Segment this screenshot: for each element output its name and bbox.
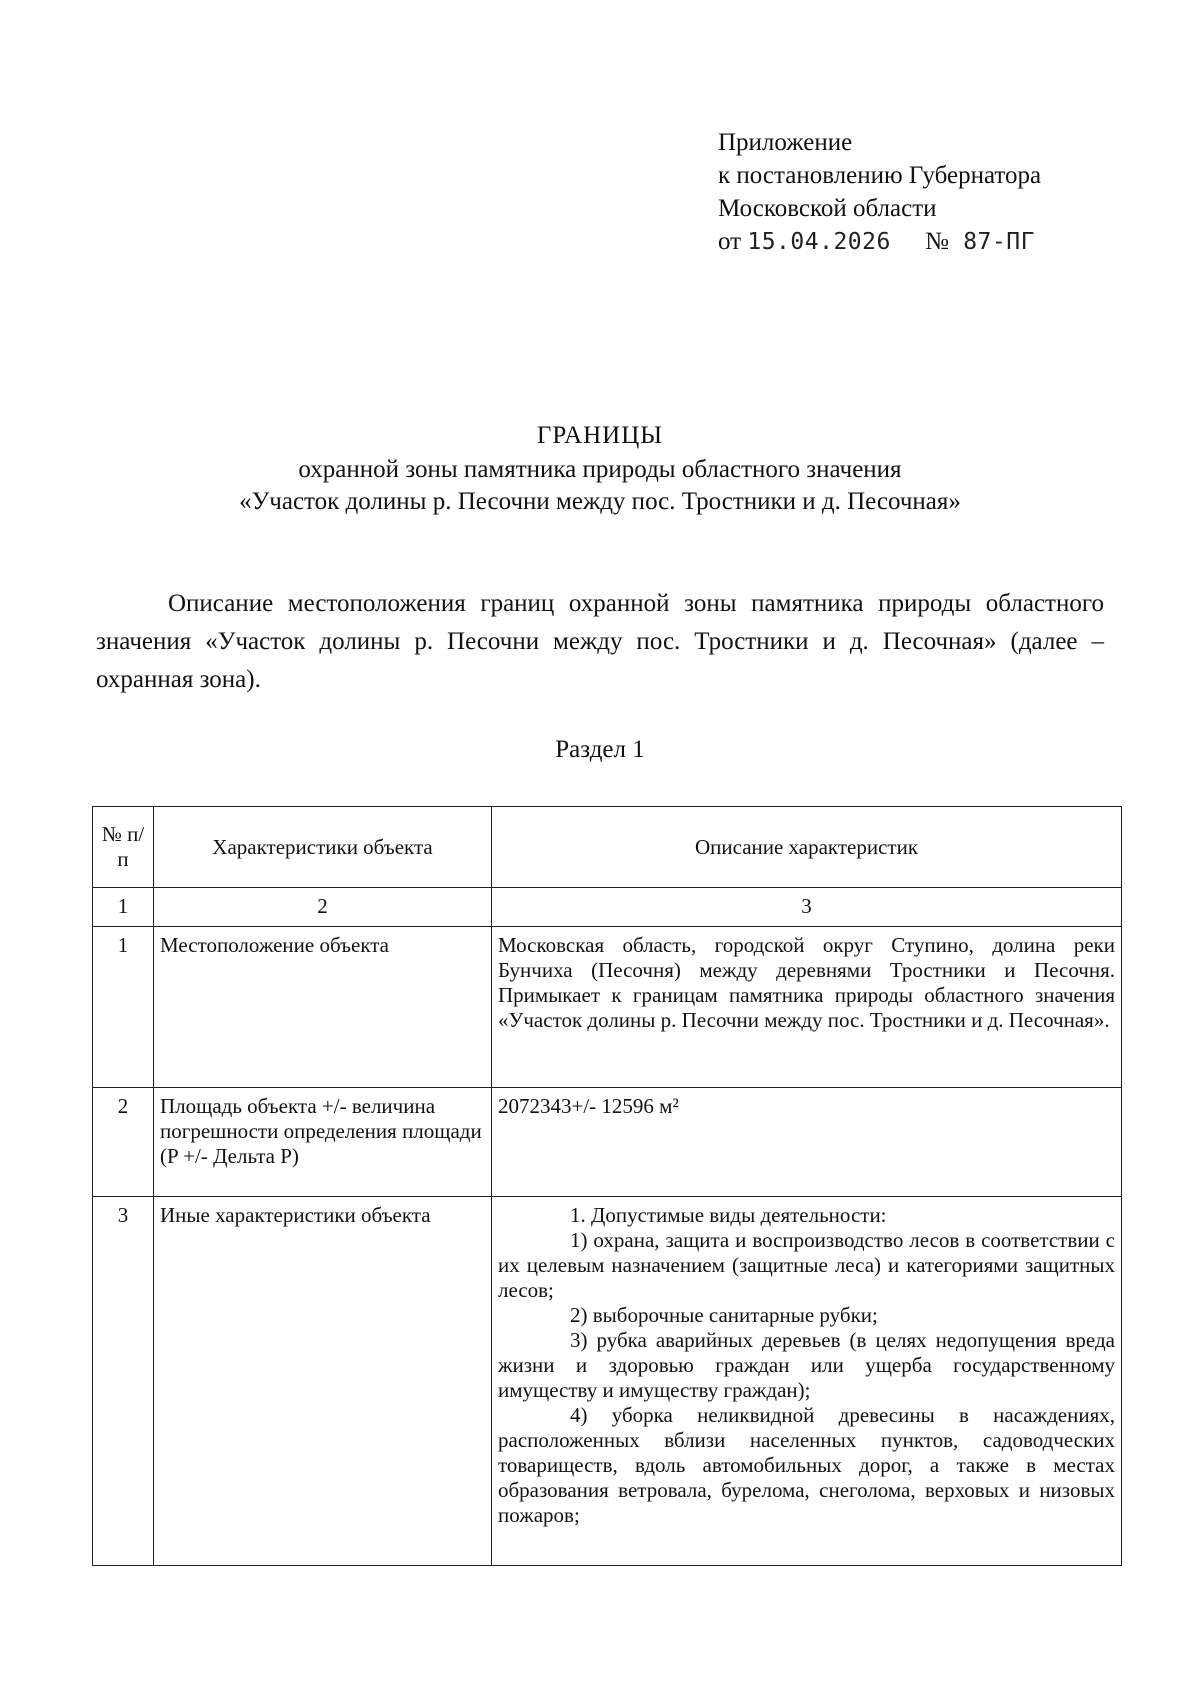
- table-index-row: [93, 888, 1122, 927]
- table-header-row: [93, 807, 1122, 888]
- title-subtitle: охранной зоны памятника природы областного значения: [298, 456, 902, 483]
- table-row: [93, 1088, 1122, 1197]
- row-description: 2072343+/- 12596 м²: [492, 1088, 1122, 1197]
- document-title: [0, 420, 1200, 518]
- title-main: ГРАНИЦЫ: [536, 422, 664, 449]
- characteristics-table: [92, 806, 1122, 1566]
- row-description: Московская область, городской округ Ступино, долина реки Бунчиха (Песочня) между деревнями Тростники и Песочня. Примыкает к границам памятника природы областного значения «Участок долины р. Песочни между пос. Тростники и д. Песочная».: [492, 927, 1122, 1088]
- description-paragraph: Описание местоположения границ охранной зоны памятника природы областного значения «Участок долины р. Песочни между пос. Тростники и д. Песочная» (далее – охранная зона).: [96, 590, 1104, 693]
- header-num: № п/п: [93, 807, 154, 888]
- decree-date: 15.04.2026: [747, 229, 891, 255]
- row-characteristic: Местоположение объекта: [154, 927, 492, 1088]
- title-object-name: «Участок долины р. Песочни между пос. Тростники и д. Песочная»: [239, 488, 961, 515]
- header-description: Описание характеристик: [492, 807, 1122, 888]
- header-characteristic: Характеристики объекта: [154, 807, 492, 888]
- date-prefix: от: [718, 228, 742, 255]
- list-item: 4) уборка неликвидной древесины в насаждениях, расположенных вблизи населенных пунктов, садоводческих товариществ, вдоль автомобильных дорог, а также в местах образования ветровала, бурелома, снеголома, верховых и низовых пожаров;: [498, 1403, 1115, 1527]
- appendix-label: Приложение: [718, 129, 853, 156]
- section-title: Раздел 1: [555, 736, 645, 763]
- appendix-decree-ref: к постановлению Губернатора: [718, 162, 1042, 189]
- list-item: 1) охрана, защита и воспроизводство лесов в соответствии с их целевым назначением (защитные леса) и категориями защитных лесов;: [498, 1228, 1115, 1302]
- list-item: 2) выборочные санитарные рубки;: [570, 1303, 878, 1327]
- number-sign: №: [925, 228, 949, 255]
- list-item: 1. Допустимые виды деятельности:: [570, 1203, 887, 1227]
- table-row: [93, 927, 1122, 1088]
- index-cell: 1: [93, 888, 154, 927]
- row-characteristic: Площадь объекта +/- величина погрешности определения площади (P +/- Дельта P): [154, 1088, 492, 1197]
- row-characteristic: Иные характеристики объекта: [154, 1197, 492, 1566]
- row-num: 3: [93, 1197, 154, 1566]
- decree-number: 87-ПГ: [963, 229, 1035, 255]
- row-num: 1: [93, 927, 154, 1088]
- appendix-date-line: [718, 225, 1041, 259]
- index-cell: 3: [492, 888, 1122, 927]
- index-cell: 2: [154, 888, 492, 927]
- appendix-header: [718, 126, 1041, 259]
- row-description: [492, 1197, 1122, 1566]
- row-num: 2: [93, 1088, 154, 1197]
- appendix-region: Московской области: [718, 195, 937, 222]
- table-row: [93, 1197, 1122, 1566]
- list-item: 3) рубка аварийных деревьев (в целях недопущения вреда жизни и здоровью граждан или ущерба государственному имуществу и имуществу граждан);: [498, 1328, 1115, 1402]
